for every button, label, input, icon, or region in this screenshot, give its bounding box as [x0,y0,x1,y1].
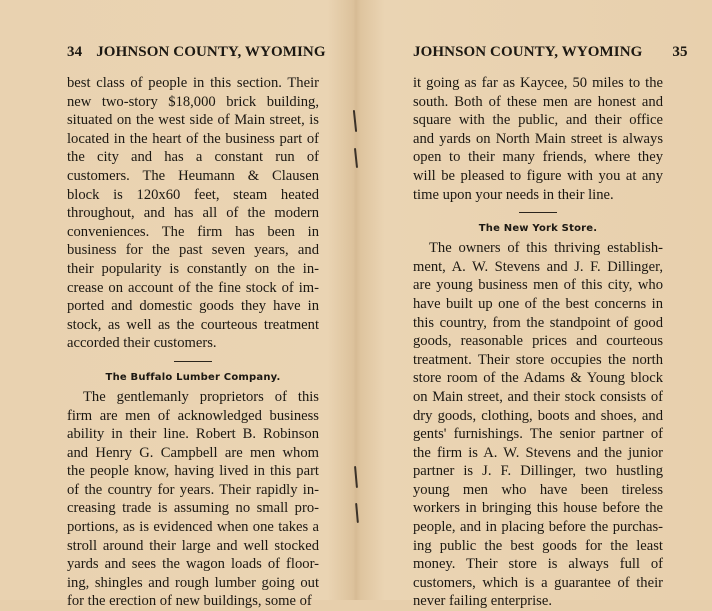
text-line: and yards on North Main street is always [413,130,663,147]
text-line: never failing enterprise. [413,593,552,610]
text-line: ported and domestic goods they have in [67,298,319,315]
text-line: workers in bringing this house before the [413,500,663,517]
text-line: the city and has a constant run of [67,149,319,166]
text-line: business for the past seven years, and [67,242,319,259]
text-line: customers, which is a guarantee of their [413,574,663,591]
text-line: people, and in placing before the purchas- [413,519,663,536]
section-heading-new-york-store: The New York Store. [478,223,598,235]
left-page-number: 34 [67,44,83,60]
text-line: on Main street, and their stock consists of [413,388,663,405]
text-line: time upon your needs in their line. [413,186,614,203]
left-head-title: JOHNSON COUNTY, WYOMING [96,44,326,60]
text-line: best class of people in this section. Their [67,75,319,91]
text-line: ing public the best goods for the least [413,537,663,554]
right-paragraph-continued [413,74,663,204]
text-line: goods, reasonable prices and courteous [413,333,663,350]
right-paragraph-new-york-store [413,239,663,611]
text-line: will be pleased to figure with you at any [413,167,663,184]
text-line: The gentlemanly proprietors of this [83,388,319,405]
text-line: customers. The Heumann & Clausen [67,167,319,184]
text-line: gents' furnishings. The senior partner of [413,426,663,443]
left-paragraph-buffalo-lumber [67,388,319,611]
right-body-text [413,74,663,611]
right-running-head [413,44,688,66]
right-page [356,0,712,610]
text-line: have built up one of the best concerns in [413,295,663,312]
text-line: store room of the Adams & Young block [413,370,663,387]
text-line: the firm is A. W. Stevens and the junior [413,444,663,461]
text-line: it going as far as Kaycee, 50 miles to the [413,75,663,91]
text-line: and Henry G. Campbell are men whom [67,444,319,461]
text-line: are young business men of this city, who [413,277,663,294]
right-page-number: 35 [672,44,688,60]
text-line: this country, from the standpoint of good [413,314,663,331]
text-line: open to their many friends, where they [413,149,663,166]
text-line: The owners of this thriving establish- [429,240,663,257]
text-line: located in the heart of the business part of [67,130,319,147]
text-line: stroll around their large and well stocked [67,537,319,554]
text-line: square with the public, and their office [413,112,663,129]
text-line: creasing trade is assuming no small pro- [67,500,319,517]
left-body-text [67,74,319,611]
text-line: treatment. Their store occupies the north [413,351,663,368]
left-running-head [67,44,326,66]
text-line: south. Both of these men are honest and [413,93,663,110]
text-line: for the erection of new buildings, some of [67,593,312,610]
text-line: young men who have been tireless [413,481,663,498]
text-line: of the country for years. Their rapidly in- [67,481,319,498]
text-line: firm are men of acknowledged business [67,407,319,424]
left-page [0,0,355,610]
text-line: partner is J. F. Dillinger, two hustling [413,463,663,480]
text-line: ing, shingles and rough lumber going out [67,574,319,591]
text-line: their popularity is constantly on the in- [67,260,319,277]
section-divider [519,212,557,213]
text-line: dry goods, clothing, boots and shoes, and [413,407,663,424]
text-line: yards and sees the wagon loads of floor- [67,556,319,573]
section-divider [174,361,212,362]
text-line: money. Their store is always full of [413,556,663,573]
right-head-title: JOHNSON COUNTY, WYOMING [413,44,643,60]
left-paragraph-continued [67,74,319,353]
section-heading-buffalo-lumber: The Buffalo Lumber Company. [105,371,281,383]
text-line: ability in their line. Robert B. Robinson [67,426,319,443]
text-line: accorded their customers. [67,335,217,352]
text-line: the people know, having lived in this part [67,463,319,480]
text-line: block is 120x60 feet, steam heated [67,186,319,203]
text-line: crease on account of the fine stock of im- [67,279,319,296]
text-line: portions, as is evidenced when one takes a [67,519,319,536]
text-line: situated on the west side of Main street, is [67,112,319,129]
text-line: throughout, and has all of the modern [67,205,319,222]
text-line: stock, as well as the courteous treatment [67,316,319,333]
text-line: conveniences. The firm has been in [67,223,319,240]
text-line: ment, A. W. Stevens and J. F. Dillinger, [413,258,663,275]
text-line: new two-story $18,000 brick building, [67,93,319,110]
